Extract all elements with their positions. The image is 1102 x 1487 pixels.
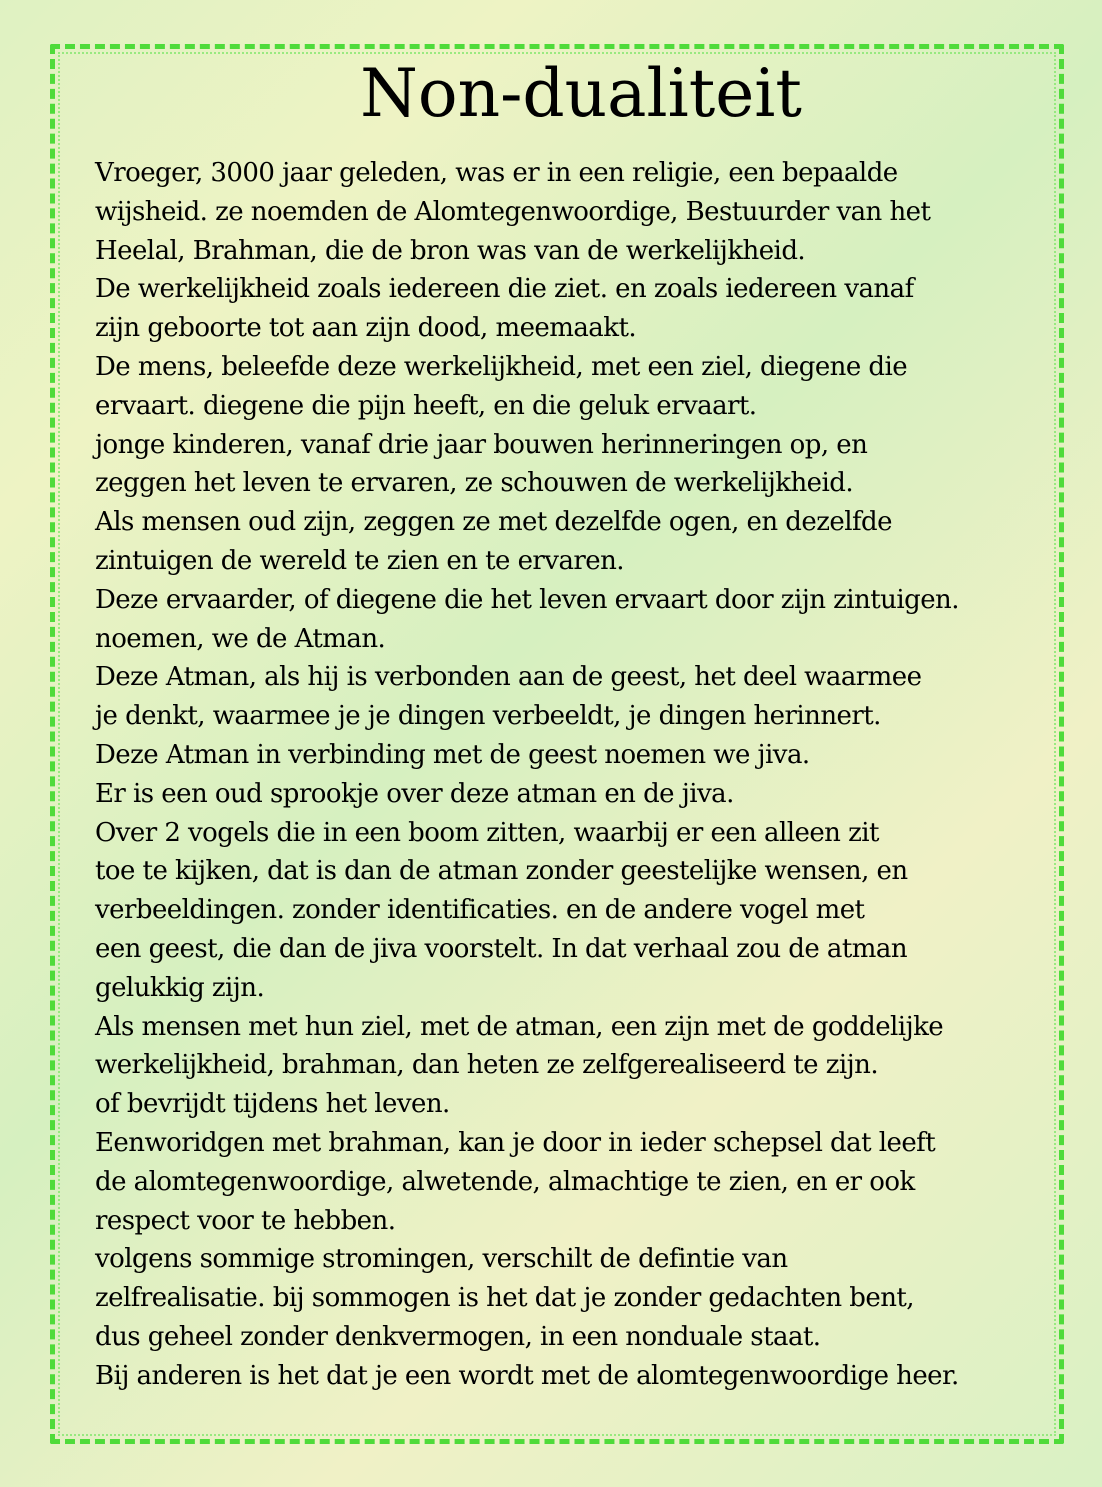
text-line: Deze Atman in verbinding met de geest noemen we jiva. — [95, 739, 810, 770]
text-line: Heelal, Brahman, die de bron was van de werkelijkheid. — [95, 235, 806, 266]
text-line: De mens, beleefde deze werkelijkheid, met een ziel, diegene die — [95, 351, 908, 382]
text-line: toe te kijken, dat is dan de atman zonder geestelijke wensen, en — [95, 856, 908, 887]
text-line: Bij anderen is het dat je een wordt met de alomtegenwoordige heer. — [95, 1360, 959, 1391]
text-line: de alomtegenwoordige, alwetende, almachtige te zien, en er ook — [95, 1166, 915, 1197]
text-line: noemen, we de Atman. — [95, 623, 386, 654]
text-line: werkelijkheid, brahman, dan heten ze zelfgerealiseerd te zijn. — [95, 1050, 879, 1081]
text-line: dus geheel zonder denkvermogen, in een nonduale staat. — [95, 1321, 821, 1352]
text-line: Deze Atman, als hij is verbonden aan de geest, het deel waarmee — [95, 662, 922, 693]
body-text — [95, 154, 1045, 1396]
text-line: Deze ervaarder, of diegene die het leven ervaart door zijn zintuigen. — [95, 584, 959, 615]
text-line: De werkelijkheid zoals iedereen die ziet. en zoals iedereen vanaf — [95, 274, 914, 305]
text-line: of bevrijdt tijdens het leven. — [95, 1089, 450, 1120]
text-line: zijn geboorte tot aan zijn dood, meemaakt. — [95, 313, 637, 344]
text-line: Als mensen oud zijn, zeggen ze met dezelfde ogen, en dezelfde — [95, 507, 892, 538]
text-line: Als mensen met hun ziel, met de atman, een zijn met de goddelijke — [95, 1011, 944, 1042]
text-line: een geest, die dan de jiva voorstelt. In dat verhaal zou de atman — [95, 933, 908, 964]
page-title: Non-dualiteit — [360, 55, 802, 132]
text-line: Er is een oud sprookje over deze atman en de jiva. — [95, 778, 734, 809]
text-line: jonge kinderen, vanaf drie jaar bouwen herinneringen op, en — [95, 429, 868, 460]
text-line: je denkt, waarmee je je dingen verbeeldt, je dingen herinnert. — [95, 701, 881, 732]
text-line: zelfrealisatie. bij sommogen is het dat je zonder gedachten bent, — [95, 1283, 915, 1314]
text-line: zeggen het leven te ervaren, ze schouwen de werkelijkheid. — [95, 468, 854, 499]
text-line: verbeeldingen. zonder identificaties. en de andere vogel met — [95, 895, 865, 926]
text-line: gelukkig zijn. — [95, 972, 265, 1003]
text-line: respect voor te hebben. — [95, 1205, 396, 1236]
text-line: zintuigen de wereld te zien en te ervaren. — [95, 545, 625, 576]
text-line: Over 2 vogels die in een boom zitten, waarbij er een alleen zit — [95, 817, 879, 848]
text-line: Eenworidgen met brahman, kan je door in ieder schepsel dat leeft — [95, 1127, 936, 1158]
text-line: volgens sommige stromingen, verschilt de defintie van — [95, 1244, 788, 1275]
text-line: wijsheid. ze noemden de Alomtegenwoordige, Bestuurder van het — [95, 196, 931, 227]
text-line: ervaart. diegene die pijn heeft, en die geluk ervaart. — [95, 390, 757, 421]
text-line: Vroeger, 3000 jaar geleden, was er in een religie, een bepaalde — [95, 158, 898, 188]
